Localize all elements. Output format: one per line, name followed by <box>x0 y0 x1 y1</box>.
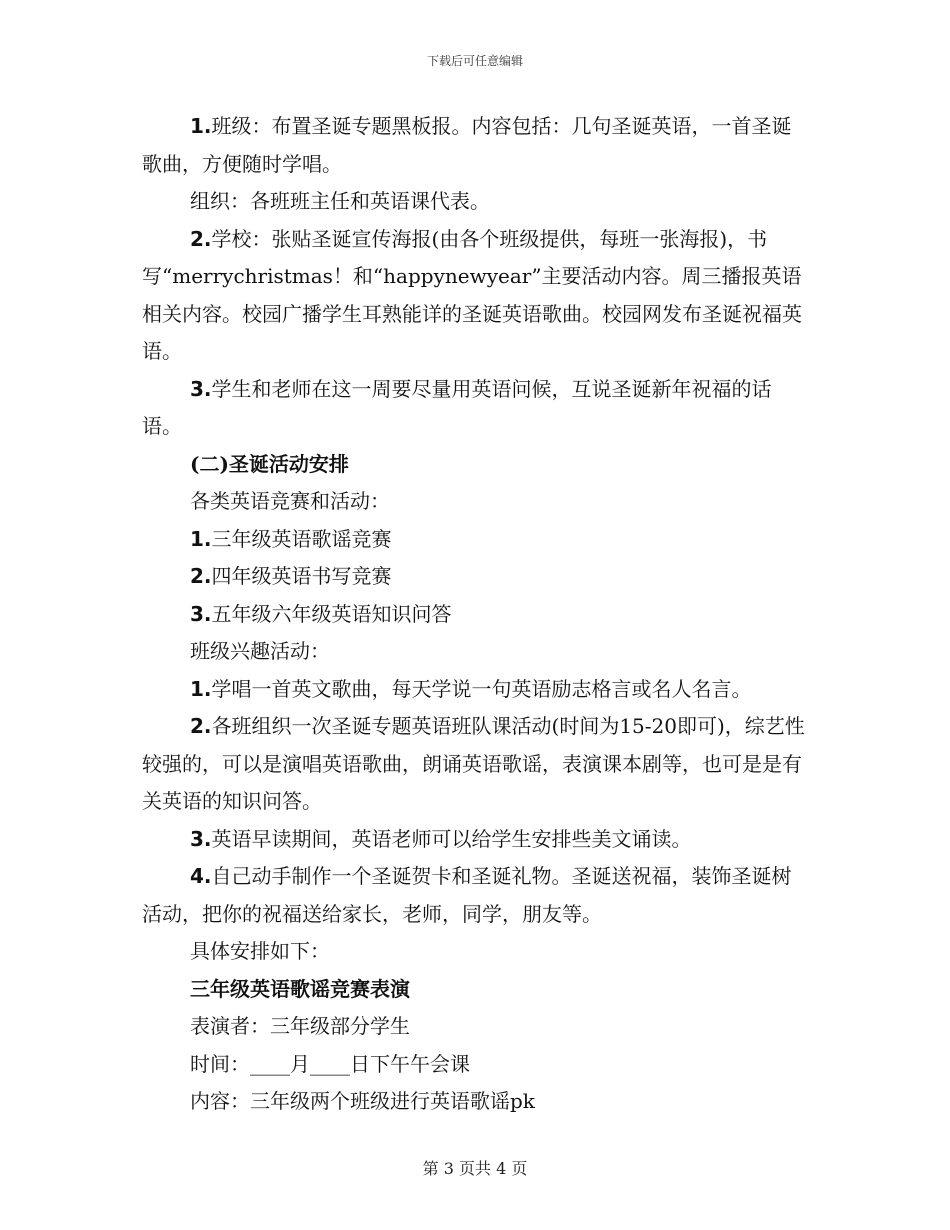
item-number: 1. <box>190 676 212 701</box>
item-number: 1. <box>190 114 212 138</box>
paragraph-text: 内容：三年级两个班级进行英语歌谣pk <box>190 1089 535 1113</box>
list-item-class-activity <box>142 708 810 821</box>
item-number: 3. <box>190 826 212 851</box>
list-item-grade5-6 <box>142 596 810 634</box>
list-item-song <box>142 671 810 709</box>
paragraph-organization <box>142 183 810 221</box>
item-number: 3. <box>190 601 212 626</box>
item-number: 1. <box>190 526 212 551</box>
paragraph-greetings <box>142 371 810 446</box>
paragraph-text: 自己动手制作一个圣诞贺卡和圣诞礼物。圣诞送祝福，装饰圣诞树活动，把你的祝福送给家长，老师，同学，朋友等。 <box>142 864 792 926</box>
paragraph-text: 具体安排如下： <box>190 939 330 963</box>
list-item-grade3 <box>142 521 810 559</box>
paragraph-interest-intro <box>142 633 810 671</box>
list-item-cards-gifts <box>142 858 810 933</box>
paragraph-text: 各类英语竞赛和活动： <box>190 489 390 513</box>
paragraph-text: 组织：各班班主任和英语课代表。 <box>190 189 490 213</box>
section-heading-activities <box>142 446 810 484</box>
paragraph-text: 各班组织一次圣诞专题英语班队课活动(时间为15-20即可)，综艺性较强的，可以是演唱英语歌曲，朗诵英语歌谣，表演课本剧等，也可是是有关英语的知识问答。 <box>142 714 805 813</box>
paragraph-text: 表演者：三年级部分学生 <box>190 1014 410 1038</box>
item-number: 4. <box>190 864 212 888</box>
paragraph-text: 学校：张贴圣诞宣传海报(由各个班级提供，每班一张海报)，书写“merrychristmas！和“happynewyear”主要活动内容。周三播报英语相关内容。校园广播学生耳熟能详的圣诞英语歌曲。校园网发布圣诞祝福英语。 <box>142 226 802 363</box>
document-body <box>142 108 810 1121</box>
paragraph-school-posters <box>142 221 810 371</box>
heading-text: (二)圣诞活动安排 <box>190 451 349 476</box>
list-item-grade4 <box>142 558 810 596</box>
paragraph-text: 五年级六年级英语知识问答 <box>211 601 452 626</box>
item-number: 2. <box>190 226 212 251</box>
item-number: 2. <box>190 714 212 738</box>
paragraph-class-blackboard <box>142 108 810 183</box>
paragraph-content <box>142 1083 810 1121</box>
paragraph-text: 学唱一首英文歌曲，每天学说一句英语励志格言或名人名言。 <box>211 676 752 701</box>
paragraph-text: 班级：布置圣诞专题黑板报。内容包括：几句圣诞英语，一首圣诞歌曲，方便随时学唱。 <box>142 114 792 176</box>
paragraph-text: 学生和老师在这一周要尽量用英语问候，互说圣诞新年祝福的话语。 <box>142 376 772 438</box>
heading-text: 三年级英语歌谣竞赛表演 <box>190 976 410 1001</box>
list-item-morning-reading <box>142 821 810 859</box>
paragraph-competitions-intro <box>142 483 810 521</box>
paragraph-performers <box>142 1008 810 1046</box>
paragraph-text: 四年级英语书写竞赛 <box>211 564 392 588</box>
page-footer: 第 3 页共 4 页 <box>422 1159 528 1178</box>
paragraph-text: 三年级英语歌谣竞赛 <box>211 526 392 551</box>
item-number: 3. <box>190 376 212 401</box>
paragraph-text: 时间：____月____日下午午会课 <box>190 1051 470 1076</box>
item-number: 2. <box>190 564 212 588</box>
paragraph-schedule-intro <box>142 933 810 971</box>
section-heading-grade3-performance <box>142 971 810 1009</box>
paragraph-text: 英语早读期间，英语老师可以给学生安排些美文诵读。 <box>211 826 692 851</box>
page-header: 下载后可任意编辑 <box>426 54 523 68</box>
paragraph-time <box>142 1046 810 1084</box>
paragraph-text: 班级兴趣活动： <box>190 639 330 663</box>
